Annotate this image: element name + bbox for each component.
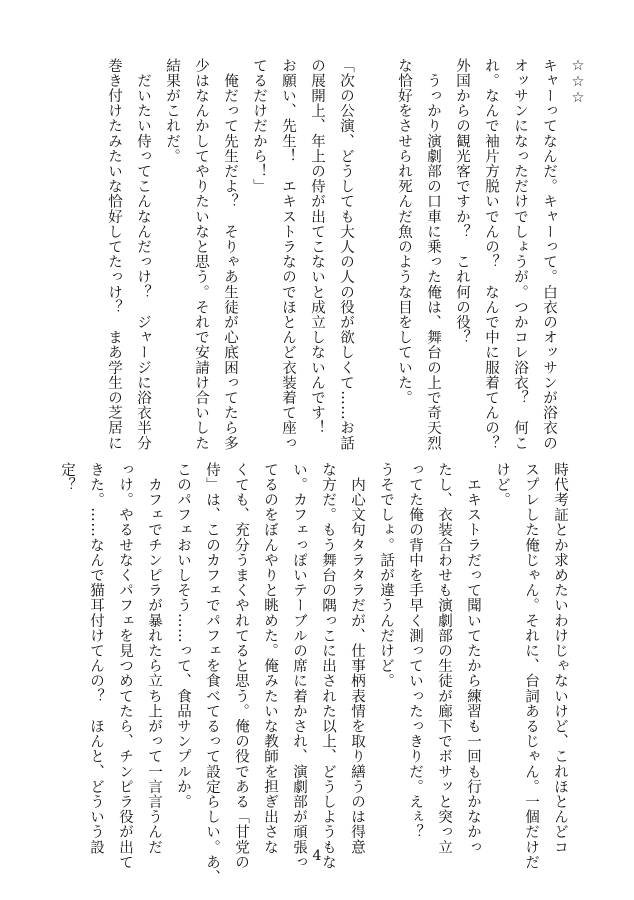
bottom-text-block	[54, 462, 574, 885]
text-line: お願い、先生！ エキストラなのでほとんど衣装着て座っ	[280, 58, 296, 451]
text-line: な方だ。もう舞台の隅っこに出された以上、どうしようもな	[320, 462, 336, 870]
blank-line	[360, 58, 389, 423]
text-line: てるだけだから！」	[251, 58, 267, 194]
page-number: 4	[312, 848, 322, 864]
text-line: けど。	[494, 462, 510, 508]
text-line: な恰好をさせられ死んだ魚のような目をしていた。	[396, 58, 412, 406]
text-line: の展開上、年上の侍が出てこないと成立しないんです！	[309, 58, 325, 436]
text-line: キャーってなんだ。キャーって。白衣のオッサンが浴衣の	[541, 58, 557, 451]
text-line: 巻き付けたみたいな恰好してたっけ？ まあ学生の芝居に	[106, 58, 122, 451]
text-line: ってた俺の背中を手早く測っていったっきりだ。えぇ？	[407, 462, 423, 840]
text-line: 内心文句タラタラだが、仕事柄表情を取り繕うのは得意	[349, 462, 365, 855]
text-line: うそでしょ。話が違うんだけど。	[378, 462, 394, 689]
text-line: れ。なんで袖片方脱いでんの？ なんで中に服着てんの？	[483, 58, 499, 451]
text-line: 侍」は、このカフェでパフェを食べてるって設定らしい。あ、	[204, 462, 220, 885]
text-line: うっかり演劇部の口車に乗った俺は、舞台の上で奇天烈	[425, 58, 441, 451]
text-line: くても、充分うまくやれてると思う。俺の役である「甘党の	[233, 462, 249, 870]
text-line: このパフェおいしそう……って、食品サンプルか。	[175, 462, 191, 810]
text-line: オッサンになっただけでしょうが。つかコレ浴衣？ 何こ	[512, 58, 528, 451]
text-line: 「次の公演、どうしても大人の人の役が欲しくて……お話	[338, 58, 354, 451]
text-line: っけ。やるせなくパフェを見つめてたら、チンピラ役が出て	[117, 462, 133, 870]
text-line: スプレした俺じゃん。それに、台詞あるじゃん。一個だけだ	[523, 462, 539, 870]
text-line: 結果がこれだ。	[164, 58, 180, 164]
text-line: 外国からの観光客ですか？ これ何の役？	[454, 58, 470, 345]
text-line: カフェでチンピラが暴れたら立ち上がって一言言うんだ	[146, 462, 162, 855]
text-line: きた。……なんで猫耳付けてんの？ ほんと、どういう設	[88, 462, 104, 855]
text-line: 俺だって先生だよ？ そりゃあ生徒が心底困ってたら多	[222, 58, 238, 451]
top-text-block	[72, 58, 592, 451]
text-line: 少はなんかしてやりたいなと思う。それで安請け合いした	[193, 58, 209, 451]
text-line: 時代考証とか求めたいわけじゃないけど、これほとんどコ	[552, 462, 568, 855]
text-line: たし、衣装合わせも演劇部の生徒が廊下でボサッと突っ立	[436, 462, 452, 855]
text-line: い。カフェっぽいテーブルの席に着かされ、演劇部が頑張っ	[291, 462, 307, 870]
text-line: てるのをぼんやりと眺めた。俺みたいな教師を担ぎ出さな	[262, 462, 278, 855]
text-line: 定？	[59, 462, 75, 493]
text-line: エキストラだって聞いてたから練習も一回も行かなかっ	[465, 462, 481, 855]
scene-break: ☆☆☆	[570, 58, 586, 106]
text-line: だいたい侍ってこんなんだっけ？ ジャージに浴衣半分	[135, 58, 151, 451]
